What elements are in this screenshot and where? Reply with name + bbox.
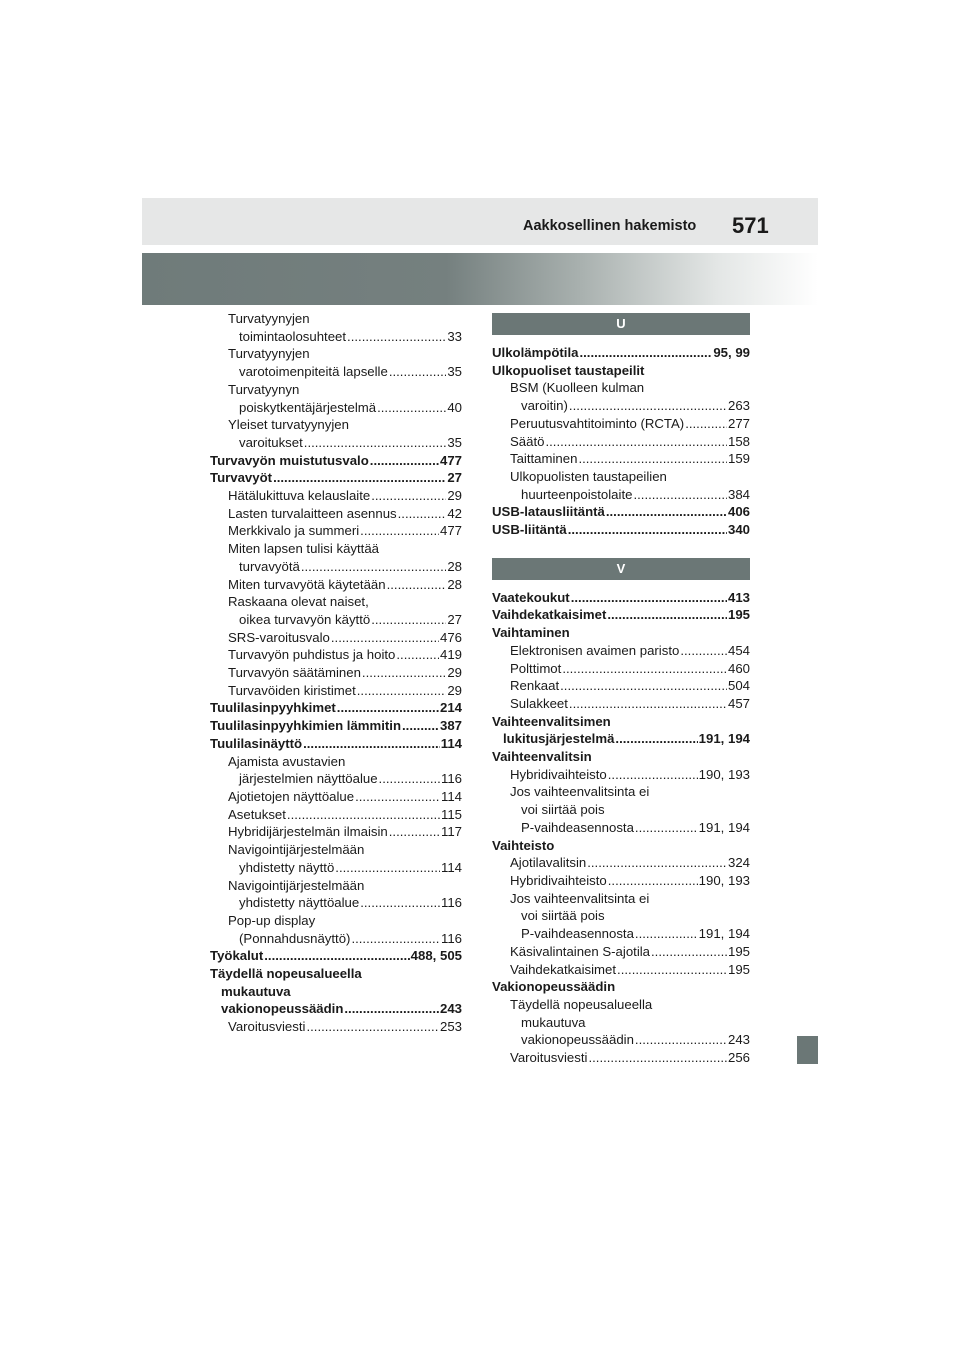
entry-page-ref: 195: [727, 607, 750, 623]
section-header-v: V: [492, 558, 750, 580]
dot-leader: [402, 717, 439, 735]
index-entry: [210, 735, 462, 753]
index-entry: [210, 363, 462, 381]
entry-page-ref: 116: [440, 771, 462, 787]
dot-leader: [335, 859, 440, 877]
header-band: [142, 198, 818, 245]
dot-leader: [287, 806, 440, 824]
dot-leader: [568, 521, 727, 539]
entry-page-ref: 158: [727, 433, 750, 449]
entry-page-ref: 35: [447, 364, 462, 380]
entry-label: Säätö: [510, 433, 545, 449]
dot-leader: [355, 788, 440, 806]
entry-label: Hybridivaihteisto: [510, 872, 607, 888]
entry-page-ref: 114: [440, 788, 462, 804]
entry-page-ref: 387: [439, 718, 462, 734]
entry-page-ref: 460: [727, 660, 750, 676]
index-entry: [492, 872, 750, 890]
entry-label: varotoimenpiteitä lapselle: [239, 364, 388, 380]
entry-page-ref: 117: [440, 824, 462, 840]
index-heading: Pop-up display: [228, 912, 316, 928]
dot-leader: [351, 930, 440, 948]
entry-label: Turvavyön muistutusvalo: [210, 452, 369, 468]
entry-label: Taittaminen: [510, 451, 578, 467]
entry-page-ref: 190, 193: [698, 872, 750, 888]
dot-leader: [360, 894, 440, 912]
entry-page-ref: 504: [727, 678, 750, 694]
entry-page-ref: 33: [447, 328, 462, 344]
entry-label: Turvavyön säätäminen: [228, 665, 361, 681]
entry-page-ref: 27: [447, 470, 462, 486]
index-entry: [210, 558, 462, 576]
index-entry: [210, 399, 462, 417]
dot-leader: [569, 397, 727, 415]
index-heading: voi siirtää pois: [521, 908, 605, 924]
index-heading: Ulkopuolisten taustapeilien: [510, 468, 667, 484]
entry-page-ref: 29: [447, 682, 462, 698]
entry-label: oikea turvavyön käyttö: [239, 611, 371, 627]
entry-label: Sulakkeet: [510, 695, 568, 711]
dot-leader: [578, 450, 727, 468]
index-heading: Jos vaihteenvalitsinta ei: [510, 784, 650, 800]
entry-label: Renkaat: [510, 678, 560, 694]
entry-label: yhdistetty näyttöalue: [239, 895, 360, 911]
entry-label: Peruutusvahtitoiminto (RCTA): [510, 415, 685, 431]
section-header-u: U: [492, 313, 750, 335]
entry-label: Ulkolämpötila: [492, 345, 579, 360]
entry-label: Turvavyöt: [210, 470, 273, 486]
entry-label: Hybridijärjestelmän ilmaisin: [228, 824, 388, 840]
dot-leader: [617, 961, 727, 979]
entry-page-ref: 243: [439, 1001, 462, 1017]
index-heading: Ajamista avustavien: [228, 753, 346, 769]
dot-leader: [264, 947, 409, 965]
index-entry: [492, 1031, 750, 1049]
dot-leader: [337, 699, 439, 717]
entry-page-ref: 477: [439, 452, 462, 468]
index-heading: BSM (Kuolleen kulman: [510, 380, 645, 396]
entry-page-ref: 419: [439, 647, 462, 663]
dot-leader: [608, 766, 698, 784]
entry-label: Turvavöiden kiristimet: [228, 682, 356, 698]
entry-page-ref: 28: [447, 576, 462, 592]
index-heading: Vaihtaminen: [492, 625, 570, 641]
entry-label: Merkkivalo ja summeri: [228, 523, 360, 539]
index-heading: Miten lapsen tulisi käyttää: [228, 541, 379, 557]
index-heading: Jos vaihteenvalitsinta ei: [510, 890, 650, 906]
entry-label: Hybridivaihteisto: [510, 766, 607, 782]
index-entry: [492, 819, 750, 837]
entry-label: USB-liitäntä: [492, 522, 567, 538]
entry-page-ref: 413: [727, 589, 750, 605]
dot-leader: [685, 415, 727, 433]
entry-label: P-vaihdeasennosta: [521, 819, 634, 835]
index-entry: [492, 677, 750, 695]
dot-leader: [587, 854, 727, 872]
index-entry: [210, 611, 462, 629]
index-entry: [492, 344, 750, 362]
index-entry: [492, 660, 750, 678]
entry-label: Hätälukittuva kelauslaite: [228, 488, 371, 504]
dot-leader: [635, 925, 698, 943]
index-heading: mukautuva: [221, 983, 291, 999]
entry-label: varoitin): [521, 398, 568, 414]
dot-leader: [347, 328, 446, 346]
entry-label: turvavyötä: [239, 558, 300, 574]
index-entry: [210, 646, 462, 664]
index-heading: Vakionopeussäädin: [492, 979, 616, 995]
index-entry: [210, 859, 462, 877]
dot-leader: [303, 735, 440, 753]
index-entry: [210, 682, 462, 700]
index-heading: Turvatyynyjen: [228, 346, 310, 362]
index-heading: Täydellä nopeusalueella: [510, 996, 653, 1012]
index-heading: Raskaana olevat naiset,: [228, 594, 369, 610]
dot-leader: [606, 503, 727, 521]
dot-leader: [387, 576, 447, 594]
entry-page-ref: 191, 194: [698, 731, 750, 747]
index-heading: Täydellä nopeusalueella: [210, 966, 362, 982]
dot-leader: [396, 646, 439, 664]
index-heading: Navigointijärjestelmään: [228, 877, 365, 893]
index-heading: Ulkopuoliset taustapeilit: [492, 362, 645, 378]
index-heading: Vaihteenvalitsin: [492, 749, 592, 765]
index-entry: [492, 961, 750, 979]
index-column-right: [492, 313, 750, 1067]
dot-leader: [301, 558, 446, 576]
index-entry: [492, 450, 750, 468]
entry-page-ref: 340: [727, 522, 750, 538]
dot-leader: [562, 660, 727, 678]
entry-page-ref: 42: [447, 505, 462, 521]
index-heading: Navigointijärjestelmään: [228, 842, 365, 858]
dot-leader: [371, 487, 446, 505]
index-heading: Vaihteenvalitsimen: [492, 713, 611, 729]
index-heading: mukautuva: [521, 1014, 586, 1030]
entry-page-ref: 40: [447, 399, 462, 415]
dot-leader: [398, 505, 447, 523]
index-entry: [210, 1018, 462, 1036]
index-entry: [210, 629, 462, 647]
dot-leader: [379, 770, 440, 788]
entry-page-ref: 263: [727, 398, 750, 414]
entry-page-ref: 191, 194: [698, 926, 750, 942]
index-entry: [492, 521, 750, 539]
dot-leader: [344, 1000, 439, 1018]
entry-page-ref: 457: [727, 695, 750, 711]
dot-leader: [362, 664, 446, 682]
index-entry: [492, 433, 750, 451]
index-entry: [210, 469, 462, 487]
index-heading: Vaihteisto: [492, 837, 555, 853]
entry-page-ref: 253: [439, 1019, 462, 1035]
entry-page-ref: 29: [447, 488, 462, 504]
entry-label: Vaihdekatkaisimet: [510, 961, 617, 977]
dot-leader: [615, 730, 697, 748]
dot-leader: [579, 344, 712, 362]
dot-leader: [608, 872, 698, 890]
index-entry: [492, 766, 750, 784]
entry-label: Työkalut: [210, 948, 264, 964]
dot-leader: [331, 629, 439, 647]
entry-label: Tuulilasinäyttö: [210, 735, 303, 751]
entry-page-ref: 324: [727, 855, 750, 871]
index-entry: [210, 930, 462, 948]
entry-page-ref: 454: [727, 642, 750, 658]
dot-leader: [633, 486, 727, 504]
entry-page-ref: 190, 193: [698, 766, 750, 782]
entry-label: toimintaolosuhteet: [239, 328, 347, 344]
index-entry: [492, 925, 750, 943]
entry-label: Tuulilasinpyyhkimet: [210, 700, 336, 716]
dot-leader: [370, 452, 439, 470]
entry-label: huurteenpoistolaite: [521, 486, 633, 502]
index-entry: [492, 415, 750, 433]
entry-label: Ajotietojen näyttöalue: [228, 788, 355, 804]
entry-label: Käsivalintainen S-ajotila: [510, 943, 651, 959]
dot-leader: [357, 682, 447, 700]
index-entry: [210, 505, 462, 523]
entry-page-ref: 256: [727, 1050, 750, 1066]
entry-label: vakionopeussäädin: [221, 1001, 344, 1017]
entry-label: vakionopeussäädin: [521, 1032, 634, 1048]
entry-label: Varoitusviesti: [510, 1050, 588, 1066]
index-entry: [492, 854, 750, 872]
index-entry: [210, 947, 462, 965]
dot-leader: [651, 943, 727, 961]
entry-label: Polttimot: [510, 660, 562, 676]
index-entry: [210, 788, 462, 806]
entry-label: varoitukset: [239, 434, 303, 450]
index-entry: [492, 1049, 750, 1067]
index-entry: [492, 589, 750, 607]
entry-label: Vaatekoukut: [492, 589, 570, 605]
entry-page-ref: 35: [447, 434, 462, 450]
entry-label: USB-latausliitäntä: [492, 504, 605, 520]
index-entry: [492, 606, 750, 624]
entry-label: SRS-varoitusvalo: [228, 629, 330, 645]
entry-label: Ajotilavalitsin: [510, 855, 587, 871]
entry-page-ref: 214: [439, 700, 462, 716]
dot-leader: [571, 589, 727, 607]
index-column-left: [210, 310, 462, 1036]
entry-label: Turvavyön puhdistus ja hoito: [228, 647, 396, 663]
index-entry: [210, 717, 462, 735]
entry-label: Vaihdekatkaisimet: [492, 607, 607, 623]
index-entry: [492, 642, 750, 660]
side-thumb-tab: [797, 1036, 818, 1064]
entry-page-ref: 27: [447, 611, 462, 627]
entry-label: järjestelmien näyttöalue: [239, 771, 378, 787]
index-heading: Turvatyynyn: [228, 381, 300, 397]
dot-leader: [304, 434, 447, 452]
entry-page-ref: 195: [727, 961, 750, 977]
dot-leader: [607, 606, 727, 624]
entry-label: Miten turvavyötä käytetään: [228, 576, 386, 592]
index-entry: [210, 452, 462, 470]
entry-page-ref: 159: [727, 451, 750, 467]
entry-page-ref: 114: [440, 735, 462, 751]
entry-page-ref: 476: [439, 629, 462, 645]
entry-page-ref: 95, 99: [713, 345, 750, 360]
index-entry: [492, 695, 750, 713]
entry-page-ref: 406: [727, 504, 750, 520]
entry-label: Varoitusviesti: [228, 1019, 306, 1035]
entry-page-ref: 243: [727, 1032, 750, 1048]
dot-leader: [360, 522, 439, 540]
dot-leader: [389, 363, 447, 381]
index-entry: [492, 943, 750, 961]
index-heading: Turvatyynyjen: [228, 311, 310, 326]
dot-leader: [680, 642, 727, 660]
entry-label: poiskytkentäjärjestelmä: [239, 399, 377, 415]
entry-page-ref: 277: [727, 415, 750, 431]
entry-page-ref: 116: [440, 930, 462, 946]
index-heading: voi siirtää pois: [521, 802, 605, 818]
entry-label: Lasten turvalaitteen asennus: [228, 505, 397, 521]
dot-leader: [545, 433, 727, 451]
dot-leader: [273, 469, 446, 487]
dot-leader: [588, 1049, 727, 1067]
index-entry: [210, 894, 462, 912]
entry-page-ref: 115: [440, 806, 462, 822]
decorative-gradient-band: [142, 253, 818, 305]
entry-page-ref: 477: [439, 523, 462, 539]
index-entry: [210, 699, 462, 717]
dot-leader: [377, 399, 446, 417]
entry-label: (Ponnahdusnäyttö): [239, 930, 351, 946]
index-entry: [210, 823, 462, 841]
entry-page-ref: 116: [440, 895, 462, 911]
entry-label: yhdistetty näyttö: [239, 859, 335, 875]
entry-page-ref: 114: [440, 859, 462, 875]
entry-page-ref: 384: [727, 486, 750, 502]
index-entry: [210, 770, 462, 788]
dot-leader: [306, 1018, 439, 1036]
entry-page-ref: 191, 194: [698, 819, 750, 835]
index-entry: [210, 522, 462, 540]
entry-page-ref: 195: [727, 943, 750, 959]
index-entry: [492, 397, 750, 415]
entry-page-ref: 29: [447, 665, 462, 681]
index-heading: Yleiset turvatyynyjen: [228, 417, 349, 433]
index-entry: [210, 664, 462, 682]
dot-leader: [569, 695, 727, 713]
dot-leader: [389, 823, 440, 841]
index-entry: [210, 328, 462, 346]
index-entry: [210, 806, 462, 824]
page-number: 571: [732, 213, 769, 238]
entry-label: Tuulilasinpyyhkimien lämmitin: [210, 718, 402, 734]
entry-page-ref: 28: [447, 558, 462, 574]
index-entry: [492, 730, 750, 748]
index-entry: [210, 434, 462, 452]
entry-label: Elektronisen avaimen paristo: [510, 642, 680, 658]
dot-leader: [371, 611, 446, 629]
entry-label: lukitusjärjestelmä: [503, 731, 615, 747]
dot-leader: [635, 819, 698, 837]
entry-page-ref: 488, 505: [410, 948, 462, 964]
index-entry: [210, 487, 462, 505]
index-entry: [210, 1000, 462, 1018]
index-entry: [492, 503, 750, 521]
entry-label: Asetukset: [228, 806, 286, 822]
dot-leader: [635, 1031, 727, 1049]
index-entry: [492, 486, 750, 504]
entry-label: P-vaihdeasennosta: [521, 926, 634, 942]
index-entry: [210, 576, 462, 594]
header-title: Aakkosellinen hakemisto: [523, 218, 697, 234]
dot-leader: [560, 677, 727, 695]
